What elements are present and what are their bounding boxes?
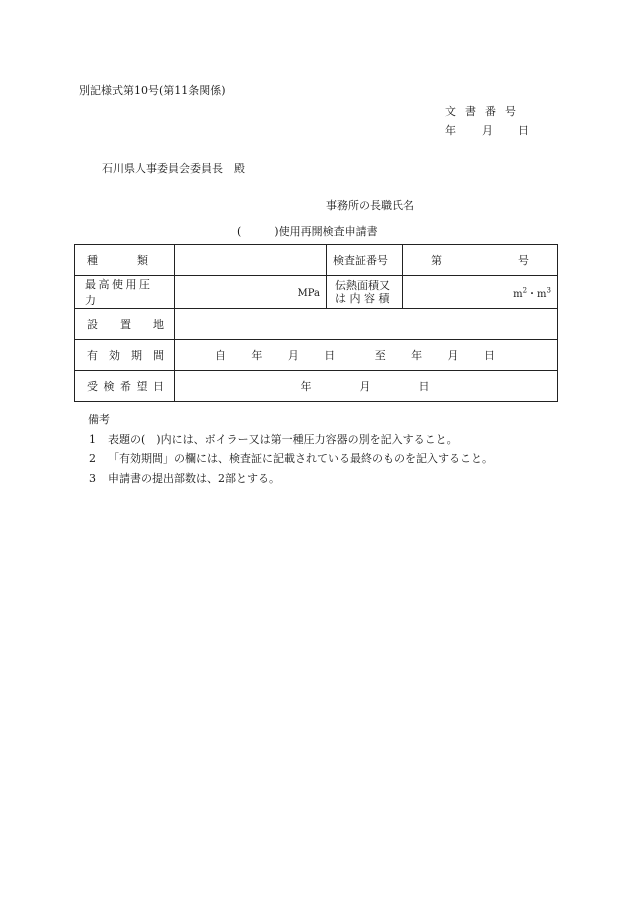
note-item — [86, 430, 493, 450]
note-text: 表題の( )内には、ボイラー又は第一種圧力容器の別を記入すること。 — [108, 432, 458, 446]
type-field[interactable] — [175, 245, 327, 276]
note-number: 1 — [89, 432, 96, 446]
day-label: 日 — [518, 124, 529, 137]
desired-label-char: 受 — [87, 380, 98, 393]
desired-label-char: 希 — [120, 380, 131, 393]
cert-number-field[interactable] — [403, 245, 558, 276]
area-label — [327, 276, 403, 309]
validity-field[interactable] — [175, 340, 558, 371]
notes — [86, 410, 493, 488]
validity-label-char: 効 — [109, 349, 120, 362]
date-label — [445, 122, 529, 138]
type-label-char: 類 — [137, 254, 148, 267]
validity-label-char: 期 — [131, 349, 142, 362]
table-row-desired-date — [75, 371, 558, 402]
area-unit — [513, 286, 551, 300]
note-text: 「有効期間」の欄には、検査証に記載されている最終のものを記入すること。 — [108, 452, 493, 465]
area-unit-sep: ・m — [527, 288, 547, 300]
desired-year: 年 — [300, 380, 312, 393]
area-unit-exp-2: 2 — [522, 286, 528, 295]
month-label: 月 — [482, 124, 493, 137]
note-item — [86, 449, 493, 469]
type-label — [75, 245, 175, 276]
form-id: 別記様式第10号(第11条関係) — [79, 84, 226, 97]
desired-label-char: 検 — [103, 380, 115, 393]
addressee: 石川県人事委員会委員長 殿 — [102, 162, 245, 175]
area-label-line-1: 伝熱面積又 — [335, 279, 390, 292]
application-table — [74, 244, 558, 402]
validity-label — [75, 340, 175, 371]
document-number-label: 文書番号 — [445, 105, 525, 118]
pressure-field[interactable] — [175, 276, 327, 309]
from-day: 日 — [324, 349, 336, 362]
note-item — [86, 469, 493, 489]
location-label-char: 地 — [153, 318, 164, 331]
pressure-unit: MPa — [297, 287, 320, 299]
to-month: 月 — [447, 349, 459, 362]
table-row-validity — [75, 340, 558, 371]
note-number: 2 — [89, 452, 96, 465]
to-label: 至 — [374, 349, 386, 362]
from-label: 自 — [215, 349, 226, 362]
area-label-line-2: は 内 容 積 — [335, 292, 390, 305]
area-field[interactable] — [403, 276, 558, 309]
year-label: 年 — [445, 124, 456, 137]
location-label-char: 設 — [87, 318, 98, 331]
desired-date-field[interactable] — [175, 371, 558, 402]
desired-date-label — [75, 371, 175, 402]
area-unit-m: m — [513, 288, 523, 300]
cert-number-prefix: 第 — [431, 254, 442, 267]
location-field[interactable] — [175, 309, 558, 340]
to-year: 年 — [411, 349, 423, 362]
location-label — [75, 309, 175, 340]
validity-label-char: 間 — [153, 349, 164, 362]
from-month: 月 — [287, 349, 299, 362]
table-row-location — [75, 309, 558, 340]
cert-number-label: 検査証番号 — [327, 245, 403, 276]
desired-label-char: 望 — [136, 380, 148, 393]
sender-name-label: 事務所の長職氏名 — [326, 199, 414, 212]
from-year: 年 — [251, 349, 263, 362]
pressure-label: 最高使用圧力 — [75, 276, 175, 309]
table-row-type — [75, 245, 558, 276]
note-text: 申請書の提出部数は、2部とする。 — [108, 471, 280, 485]
to-day: 日 — [483, 349, 495, 362]
area-unit-exp-3: 3 — [546, 286, 551, 295]
desired-label-char: 日 — [153, 380, 164, 393]
form-title: ( )使用再開検査申請書 — [237, 225, 378, 238]
note-number: 3 — [89, 471, 96, 485]
type-label-char: 種 — [87, 254, 98, 267]
validity-label-char: 有 — [87, 349, 98, 362]
desired-month: 月 — [359, 380, 371, 393]
desired-day: 日 — [418, 380, 430, 393]
location-label-char: 置 — [120, 318, 131, 331]
cert-number-suffix: 号 — [518, 254, 529, 267]
notes-heading: 備考 — [88, 413, 110, 426]
table-row-pressure — [75, 276, 558, 309]
